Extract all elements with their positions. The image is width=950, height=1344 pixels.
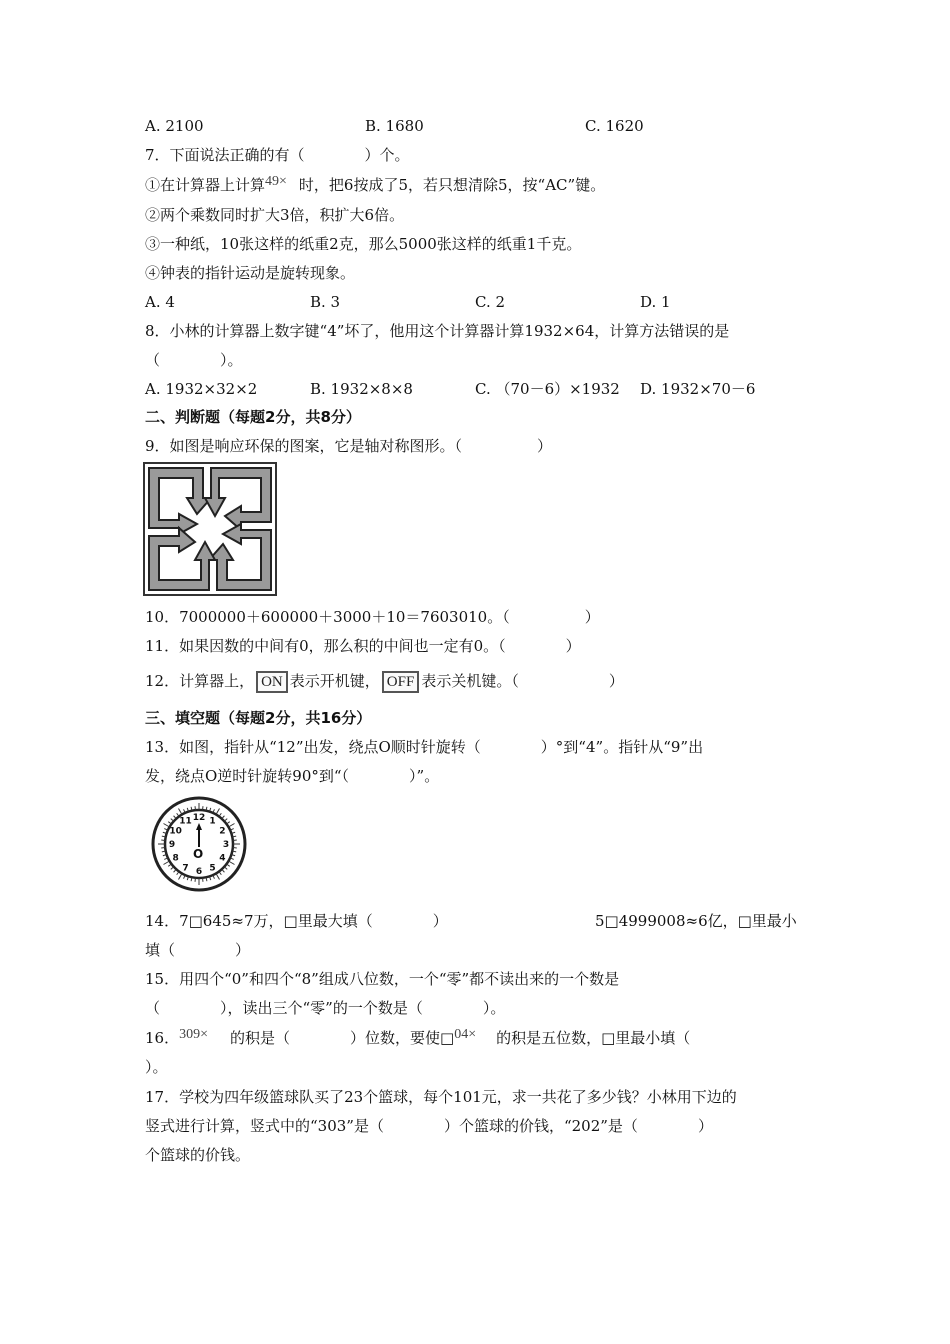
q7-s1-pre: ①在计算器上计算 [145, 176, 266, 194]
q7-option-b: B. 3 [310, 293, 341, 311]
q9-text: 9．如图是响应环保的图案，它是轴对称图形。（ ） [145, 437, 553, 455]
section-2-heading: 二、判断题（每题2分，共8分） [145, 408, 361, 426]
q16-line-1 [145, 1028, 690, 1048]
q8-option-b: B. 1932×8×8 [310, 380, 413, 398]
clock-number: 10 [169, 826, 182, 837]
clock-number: 11 [179, 816, 192, 827]
q8-stem: 8．小林的计算器上数字键“4”坏了，他用这个计算器计算1932×64，计算方法错误的是 [145, 322, 730, 340]
q12-pre: 12．计算器上， [145, 672, 255, 690]
q13-line-2: 发，绕点O逆时针旋转90°到“（ ）”。 [145, 767, 440, 785]
q7-statement-3: ③一种纸，10张这样的纸重2克，那么5000张这样的纸重1千克。 [145, 235, 582, 253]
clock-number: 1 [209, 816, 216, 827]
q7-option-a: A. 4 [145, 293, 175, 311]
q7-s1-expression-image: 49× [265, 174, 287, 189]
q8-option-d: D. 1932×70－6 [640, 380, 756, 398]
q8-stem-cont: （ ）。 [145, 351, 243, 369]
q12-post: 表示关机键。（ ） [421, 672, 624, 690]
q16-expression-1-image: 309× [179, 1027, 208, 1042]
q16-mid-1: 的积是（ ）位数，要使□ [230, 1029, 455, 1047]
clock-number: 6 [195, 867, 203, 877]
clock-number: 9 [168, 840, 176, 850]
q6-option-a: A. 2100 [145, 117, 204, 135]
q13-line-1: 13．如图，指针从“12”出发，绕点O顺时针旋转（ ）°到“4”。指针从“9”出 [145, 738, 704, 756]
q17-line-1: 17．学校为四年级篮球队买了23个篮球，每个101元，求一共花了多少钱？小林用下边的 [145, 1088, 737, 1106]
clock-number: 3 [222, 840, 230, 850]
clock-number: 8 [172, 853, 179, 864]
q7-s1-post: 时，把6按成了5，若只想清除5，按“AC”键。 [298, 176, 606, 194]
q10-text: 10．7000000＋600000＋3000＋10＝7603010。（ ） [145, 608, 600, 626]
clock-number: 7 [182, 863, 189, 874]
q12-text [145, 671, 624, 693]
q15-line-1: 15．用四个“0”和四个“8”组成八位数，一个“零”都不读出来的一个数是 [145, 970, 620, 988]
q13-clock-figure [150, 795, 248, 893]
q7-stem: 7．下面说法正确的有（ ）个。 [145, 146, 410, 164]
q16-mid-2: 的积是五位数，□里最小填（ [496, 1029, 691, 1047]
clock-center-label: O [193, 847, 204, 861]
q8-option-a: A. 1932×32×2 [145, 380, 258, 398]
q14-left: 14．7□645≈7万，□里最大填（ ） [145, 912, 448, 930]
q7-statement-2: ②两个乘数同时扩大3倍，积扩大6倍。 [145, 206, 405, 224]
clock-number: 2 [219, 826, 226, 837]
q17-line-3: 个篮球的价钱。 [145, 1146, 251, 1164]
q7-option-d: D. 1 [640, 293, 671, 311]
q14-cont: 填（ ） [145, 941, 251, 959]
on-key-icon: ON [256, 671, 288, 693]
q6-option-c: C. 1620 [585, 117, 644, 135]
off-key-icon: OFF [382, 671, 420, 693]
section-3-heading: 三、填空题（每题2分，共16分） [145, 709, 372, 727]
clock-number: 12 [192, 813, 206, 823]
clock-number: 5 [209, 863, 216, 874]
q7-statement-1 [145, 175, 605, 195]
clock-number: 4 [219, 853, 226, 864]
q7-option-c: C. 2 [475, 293, 506, 311]
q11-text: 11．如果因数的中间有0，那么积的中间也一定有0。（ ） [145, 637, 581, 655]
q12-mid: 表示开机键， [289, 672, 380, 690]
q16-pre: 16． [145, 1029, 180, 1047]
q17-line-2: 竖式进行计算，竖式中的“303”是（ ）个篮球的价钱，“202”是（ ） [145, 1117, 713, 1135]
q9-eco-symbol-figure [143, 462, 277, 596]
q6-option-b: B. 1680 [365, 117, 424, 135]
q14-right: 5□4999008≈6亿，□里最小 [595, 912, 797, 930]
q7-statement-4: ④钟表的指针运动是旋转现象。 [145, 264, 356, 282]
q16-cont: ）。 [145, 1058, 168, 1076]
q8-option-c: C. （70－6）×1932 [475, 380, 620, 398]
q16-expression-2-image: 04× [454, 1027, 477, 1042]
q15-line-2: （ ），读出三个“零”的一个数是（ ）。 [145, 999, 506, 1017]
